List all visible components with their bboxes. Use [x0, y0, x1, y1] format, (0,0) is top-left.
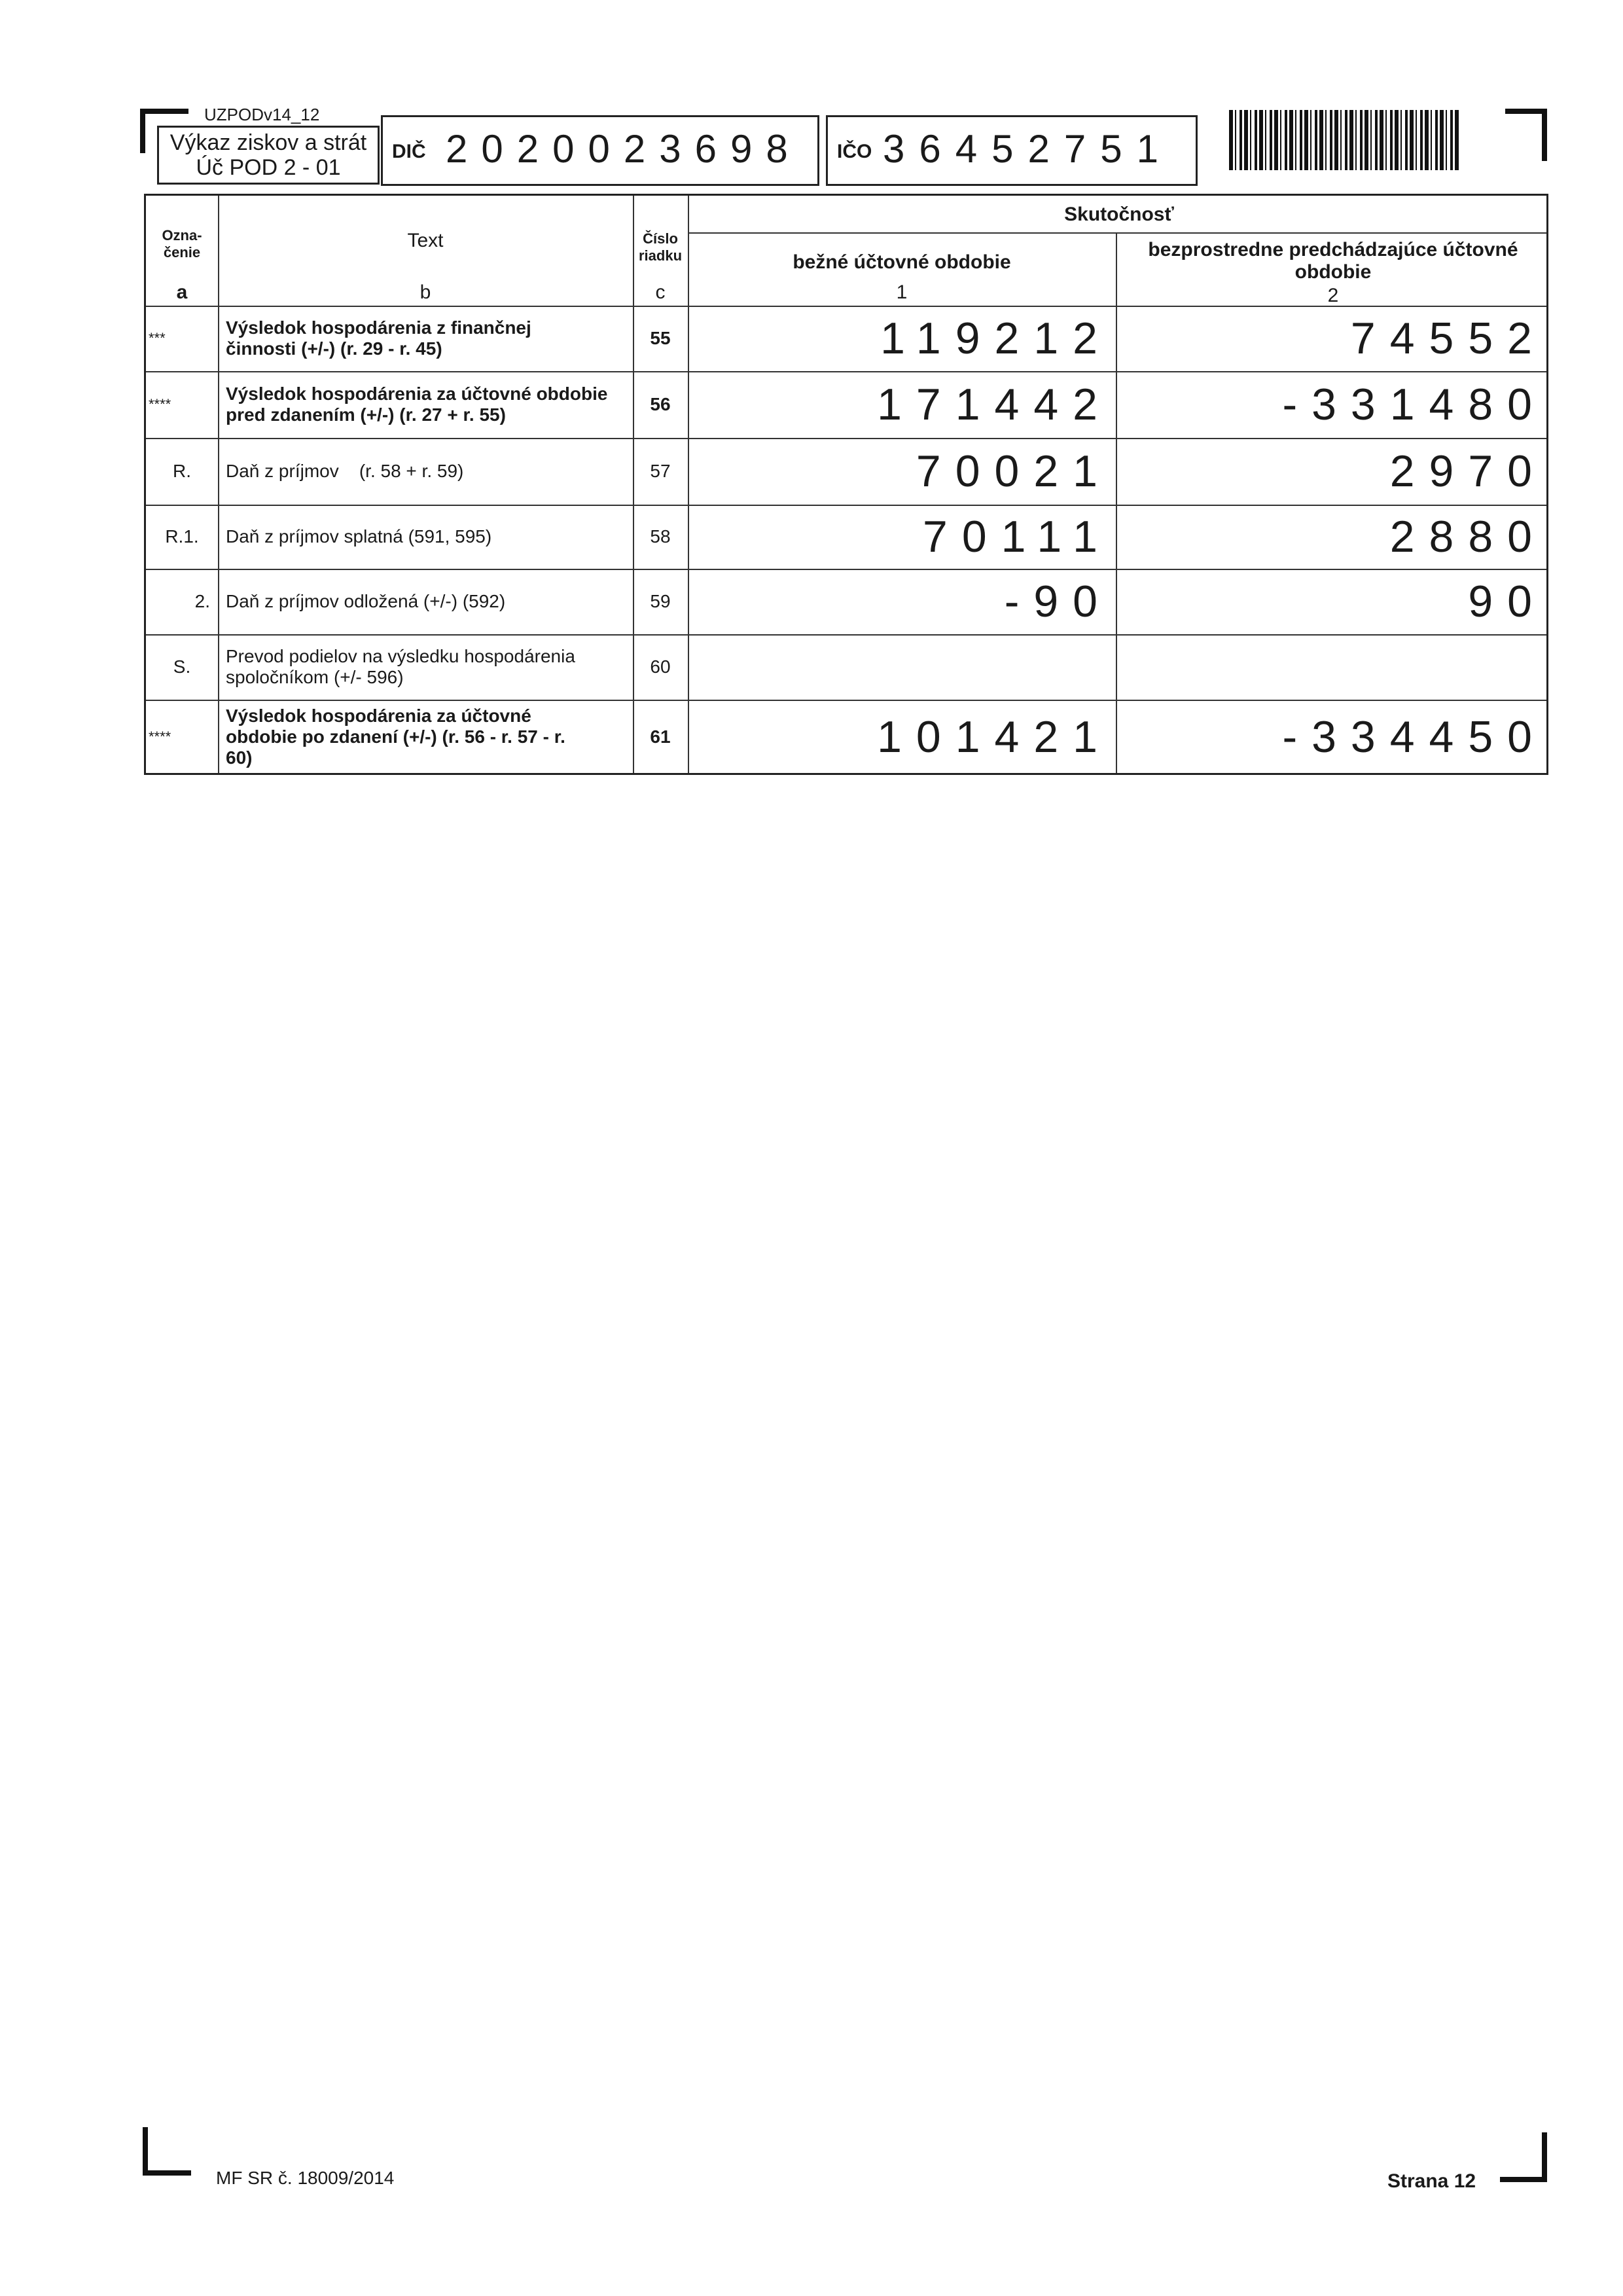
row-text: Výsledok hospodárenia za účtovné obdobie po zdanení (+/-) (r. 56 - r. 57 - r. 60) [226, 706, 565, 768]
row-oznacenie: 2. [194, 591, 210, 611]
row-value-previous: 2880 [1389, 512, 1546, 562]
col-skutocnost-header: Skutočnosť [1064, 204, 1174, 225]
ico-field [826, 115, 1198, 186]
footer-reference: MF SR č. 18009/2014 [216, 2168, 395, 2188]
corner-mark-bottom-right [1542, 2132, 1547, 2182]
row-value-previous [1116, 636, 1550, 698]
col-cislo-header: Číslo riadku [638, 230, 683, 264]
row-oznacenie: **** [149, 396, 171, 412]
profit-loss-table [144, 194, 1548, 775]
corner-mark-top-left [140, 109, 145, 153]
corner-mark-top-left-h [140, 109, 188, 114]
dic-value: 2020023698 [446, 127, 802, 171]
row-value-previous: 90 [1468, 577, 1546, 626]
form-title-line2: Úč POD 2 - 01 [196, 155, 341, 180]
row-value-current: 119212 [880, 314, 1112, 363]
form-code: UZPODv14_12 [204, 105, 320, 124]
col-2-label: 2 [1327, 285, 1339, 306]
row-value-previous: 2970 [1389, 446, 1546, 496]
row-value-previous: -334450 [1282, 712, 1546, 762]
col-bezne-header: bežné účtovné obdobie [793, 251, 1011, 273]
row-text: Daň z príjmov (r. 58 + r. 59) [226, 461, 464, 481]
row-value-current: 171442 [877, 380, 1112, 429]
row-number: 58 [650, 526, 671, 547]
row-text: Prevod podielov na výsledku hospodárenia spoločníkom (+/- 596) [226, 646, 575, 687]
row-value-current: 70021 [916, 446, 1112, 496]
ico-label: IČO [837, 141, 872, 162]
row-number: 61 [650, 726, 671, 747]
row-oznacenie: *** [149, 330, 166, 346]
row-oznacenie: **** [149, 728, 171, 745]
col-1-label: 1 [896, 281, 908, 303]
row-value-current: -90 [1004, 577, 1112, 626]
col-bezprostredne-header: bezprostredne predchádzajúce účtovné obdobie [1148, 239, 1518, 283]
row-text: Daň z príjmov odložená (+/-) (592) [226, 591, 506, 611]
corner-mark-bottom-right-h [1500, 2177, 1547, 2182]
row-value-current: 101421 [877, 712, 1112, 762]
col-oznacenie-header: Ozna- čenie [162, 227, 202, 260]
corner-mark-top-right-h [1505, 109, 1547, 114]
col-a-label: a [176, 281, 188, 303]
row-oznacenie: R.1. [165, 526, 199, 547]
barcode [1229, 110, 1459, 170]
row-value-previous: -331480 [1282, 380, 1546, 429]
form-title-line1: Výkaz ziskov a strát [169, 130, 367, 155]
corner-mark-bottom-left-h [143, 2170, 191, 2176]
form-title [157, 126, 380, 185]
row-number: 56 [650, 394, 671, 414]
row-text: Výsledok hospodárenia z finančnej činnosti (+/-) (r. 29 - r. 45) [226, 317, 531, 359]
row-value-current: 70111 [923, 512, 1112, 562]
row-oznacenie: R. [173, 461, 191, 481]
dic-field [381, 115, 819, 186]
row-number: 55 [650, 328, 671, 348]
corner-mark-bottom-left [143, 2127, 148, 2176]
dic-label: DIČ [392, 141, 426, 162]
row-number: 60 [650, 656, 671, 677]
row-oznacenie: S. [173, 656, 191, 677]
col-c-label: c [655, 281, 666, 303]
page-number: Strana 12 [1387, 2170, 1476, 2192]
row-value-current [688, 636, 1116, 698]
row-number: 59 [650, 591, 671, 611]
ico-value: 36452751 [883, 127, 1173, 171]
row-text: Daň z príjmov splatná (591, 595) [226, 526, 492, 547]
corner-mark-top-right [1542, 109, 1547, 161]
col-b-label: b [419, 281, 431, 303]
row-value-previous: 74552 [1350, 314, 1546, 363]
col-text-header: Text [407, 230, 444, 251]
row-number: 57 [650, 461, 671, 481]
row-text: Výsledok hospodárenia za účtovné obdobie pred zdanením (+/-) (r. 27 + r. 55) [226, 384, 608, 425]
